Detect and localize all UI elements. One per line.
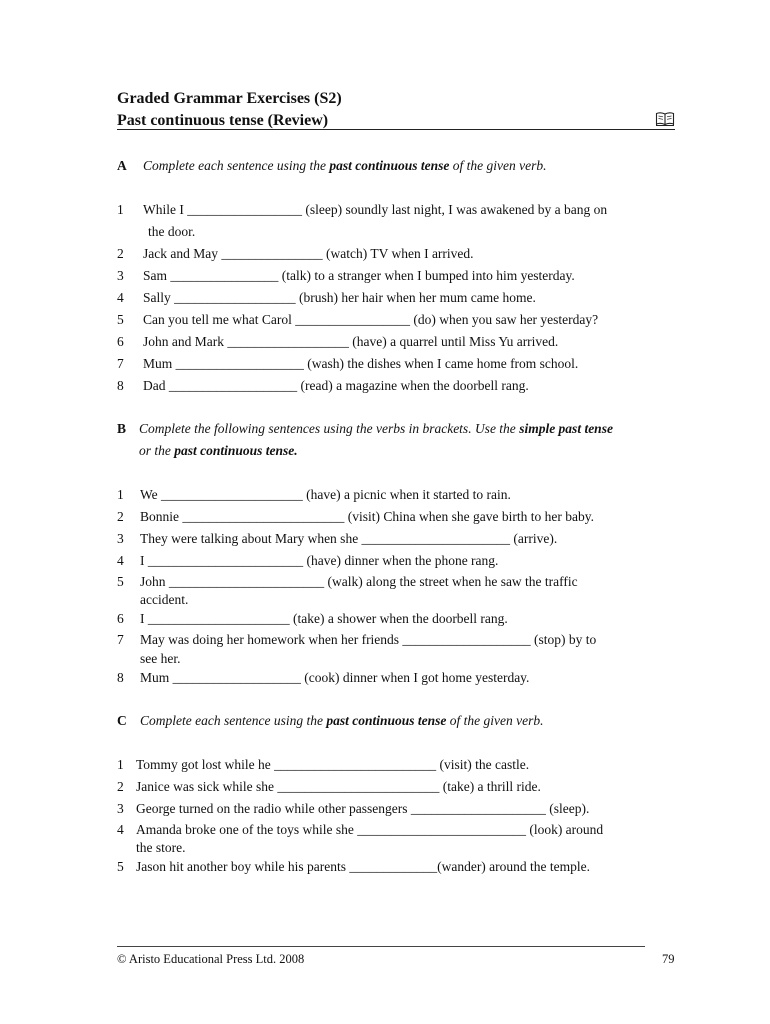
item-number: 5 — [117, 574, 124, 589]
exercise-sentence: Jason hit another boy while his parents _____________(wander) around the temple. — [136, 859, 591, 874]
section-a-letter: A — [117, 158, 127, 173]
exercise-sentence-cont: the store. — [136, 840, 186, 855]
exercise-sentence: They were talking about Mary when she ______________________ (arrive). — [140, 531, 558, 546]
page-number: 79 — [662, 952, 675, 966]
item-number: 6 — [117, 611, 124, 626]
section-c-instruction: Complete each sentence using the past continuous tense of the given verb. — [140, 713, 544, 728]
item-number: 2 — [117, 246, 124, 261]
exercise-sentence: Tommy got lost while he ________________________ (visit) the castle. — [136, 757, 530, 772]
section-b-instruction-cont: or the past continuous tense. — [139, 443, 298, 458]
item-number: 1 — [117, 202, 124, 217]
open-book-icon — [655, 111, 675, 127]
page-title: Graded Grammar Exercises (S2) — [117, 90, 342, 107]
item-number: 5 — [117, 859, 124, 874]
exercise-sentence: Sally __________________ (brush) her hair when her mum came home. — [143, 290, 536, 305]
item-number: 3 — [117, 531, 124, 546]
section-a-instruction: Complete each sentence using the past continuous tense of the given verb. — [143, 158, 547, 173]
exercise-sentence: Mum ___________________ (wash) the dishes when I came home from school. — [143, 356, 579, 371]
section-b-instruction: Complete the following sentences using the verbs in brackets. Use the simple past tense — [139, 421, 613, 436]
item-number: 3 — [117, 801, 124, 816]
footer-divider — [117, 946, 645, 947]
exercise-sentence-cont: accident. — [140, 592, 189, 607]
section-c-letter: C — [117, 713, 127, 728]
exercise-sentence: Can you tell me what Carol _________________ (do) when you saw her yesterday? — [143, 312, 599, 327]
item-number: 5 — [117, 312, 124, 327]
exercise-sentence: George turned on the radio while other passengers ____________________ (sleep). — [136, 801, 590, 816]
title-divider — [117, 129, 675, 130]
exercise-sentence: John _______________________ (walk) along the street when he saw the traffic — [140, 574, 578, 589]
item-number: 2 — [117, 509, 124, 524]
exercise-sentence: Bonnie ________________________ (visit) China when she gave birth to her baby. — [140, 509, 594, 524]
item-number: 1 — [117, 757, 124, 772]
exercise-sentence: Janice was sick while she ________________________ (take) a thrill ride. — [136, 779, 541, 794]
page-subtitle: Past continuous tense (Review) — [117, 112, 329, 129]
copyright-notice: © Aristo Educational Press Ltd. 2008 — [117, 952, 305, 966]
item-number: 7 — [117, 356, 124, 371]
exercise-sentence-cont: the door. — [148, 224, 196, 239]
section-b-letter: B — [117, 421, 127, 436]
exercise-sentence: John and Mark __________________ (have) a quarrel until Miss Yu arrived. — [143, 334, 559, 349]
exercise-sentence: I _____________________ (take) a shower when the doorbell rang. — [140, 611, 508, 626]
exercise-sentence: While I _________________ (sleep) soundly last night, I was awakened by a bang on — [143, 202, 608, 217]
exercise-sentence: We _____________________ (have) a picnic when it started to rain. — [140, 487, 511, 502]
item-number: 4 — [117, 553, 124, 568]
item-number: 4 — [117, 822, 124, 837]
item-number: 8 — [117, 378, 124, 393]
exercise-sentence: Sam ________________ (talk) to a stranger when I bumped into him yesterday. — [143, 268, 575, 283]
exercise-sentence: Dad ___________________ (read) a magazine when the doorbell rang. — [143, 378, 529, 393]
exercise-sentence: Mum ___________________ (cook) dinner when I got home yesterday. — [140, 670, 530, 685]
item-number: 8 — [117, 670, 124, 685]
item-number: 3 — [117, 268, 124, 283]
exercise-sentence: I _______________________ (have) dinner when the phone rang. — [140, 553, 499, 568]
item-number: 4 — [117, 290, 124, 305]
exercise-sentence-cont: see her. — [140, 651, 181, 666]
exercise-sentence: Jack and May _______________ (watch) TV when I arrived. — [143, 246, 474, 261]
item-number: 2 — [117, 779, 124, 794]
exercise-sentence: Amanda broke one of the toys while she _________________________ (look) around — [136, 822, 604, 837]
item-number: 7 — [117, 632, 124, 647]
item-number: 1 — [117, 487, 124, 502]
item-number: 6 — [117, 334, 124, 349]
exercise-sentence: May was doing her homework when her friends ___________________ (stop) by to — [140, 632, 597, 647]
